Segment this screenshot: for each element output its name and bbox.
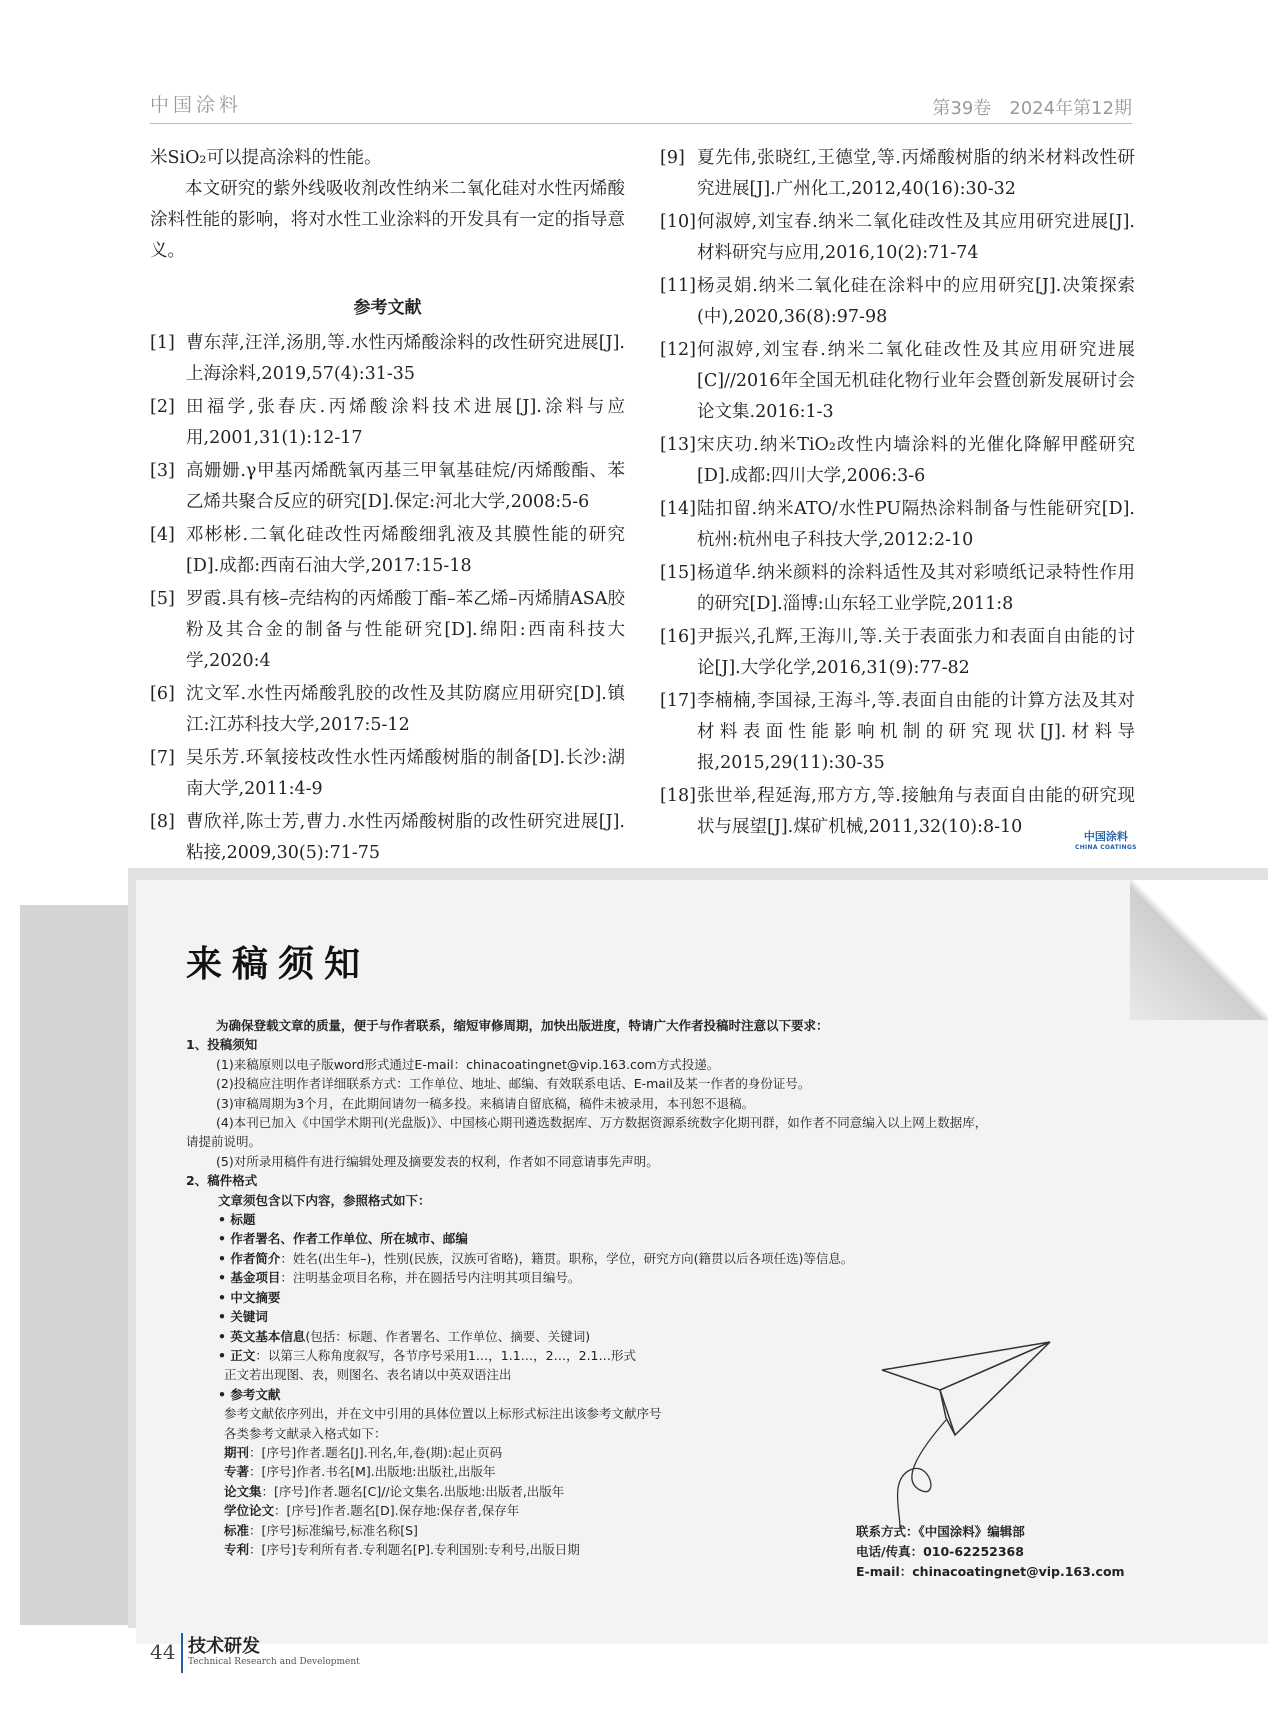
reference-number: [3]	[150, 461, 175, 481]
reference-item	[660, 494, 1135, 556]
format-bio-label: • 作者简介	[218, 1250, 281, 1266]
journal-name: 中国涂料	[150, 94, 243, 116]
format-refs-note-1: 参考文献依序列出，并在文中引用的具体位置以上标形式标注出该参考文献序号	[224, 1406, 662, 1422]
reference-text: 田福学,张春庆.丙烯酸涂料技术进展[J].涂料与应用,2001,31(1):12-17	[186, 397, 625, 448]
page-number: 44	[150, 1640, 176, 1664]
reference-text: 何淑婷,刘宝春.纳米二氧化硅改性及其应用研究进展[J].材料研究与应用,2016,10(2):71-74	[697, 212, 1135, 263]
reference-text: 曹欣祥,陈士芳,曹力.水性丙烯酸树脂的改性研究进展[J].粘接,2009,30(5):71-75	[186, 812, 625, 863]
reference-text: 邓彬彬.二氧化硅改性丙烯酸细乳液及其膜性能的研究[D].成都:西南石油大学,2017:15-18	[186, 525, 625, 576]
references-title: 参考文献	[353, 298, 422, 318]
reference-item	[660, 143, 1135, 205]
reference-format-label: 学位论文	[224, 1503, 275, 1519]
reference-item	[660, 558, 1135, 620]
footer-divider	[181, 1633, 183, 1673]
reference-text: 尹振兴,孔辉,王海川,等.关于表面张力和表面自由能的讨论[J].大学化学,2016,31(9):77-82	[697, 627, 1135, 678]
reference-item	[660, 335, 1135, 428]
notice-section-1-title: 1、投稿须知	[186, 1037, 258, 1053]
reference-item	[660, 686, 1135, 779]
reference-number: [5]	[150, 589, 175, 609]
reference-number: [8]	[150, 812, 175, 832]
reference-text: 高姗姗.γ甲基丙烯酰氧丙基三甲氧基硅烷/丙烯酸酯、苯乙烯共聚合反应的研究[D].保定:河北大学,2008:5-6	[186, 461, 625, 512]
reference-text: 杨灵娟.纳米二氧化硅在涂料中的应用研究[J].决策探索(中),2020,36(8):97-98	[697, 276, 1135, 327]
format-keywords: • 关键词	[218, 1309, 268, 1325]
reference-text: 沈文军.水性丙烯酸乳胶的改性及其防腐应用研究[D].镇江:江苏科技大学,2017:5-12	[186, 684, 625, 735]
reference-item	[150, 807, 625, 869]
reference-number: [12]	[660, 340, 696, 360]
reference-number: [1]	[150, 333, 175, 353]
reference-item	[660, 207, 1135, 269]
header-rule	[150, 123, 1132, 124]
contact-email: E-mail：chinacoatingnet@vip.163.com	[856, 1564, 1125, 1579]
reference-item	[660, 781, 1135, 843]
reference-text: 杨道华.纳米颜料的涂料适性及其对彩喷纸记录特性作用的研究[D].淄博:山东轻工业学院,2011:8	[697, 563, 1135, 614]
reference-number: [4]	[150, 525, 175, 545]
reference-number: [18]	[660, 786, 696, 806]
reference-format-text: ：[序号]作者.题名[J].刊名,年,卷(期):起止页码	[249, 1444, 503, 1460]
notice-item-4: (4)本刊已加入《中国学术期刊(光盘版)》、中国核心期刊遴选数据库、万方数据资源系统数字化期刊群，如作者不同意编入以上网上数据库，	[216, 1115, 988, 1131]
reference-format-label: 期刊	[224, 1444, 250, 1460]
reference-format-text: ：[序号]标准编号,标准名称[S]	[249, 1522, 418, 1538]
paper-plane-icon	[880, 1340, 1060, 1530]
reference-number: [9]	[660, 148, 685, 168]
references-left-list	[150, 328, 625, 869]
reference-text: 李楠楠,李国禄,王海斗,等.表面自由能的计算方法及其对材料表面性能影响机制的研究现状[J].材料导报,2015,29(11):30-35	[697, 691, 1135, 773]
format-body-text: ：以第三人称角度叙写，各节序号采用1…，1.1…，2…，2.1…形式	[255, 1347, 637, 1363]
reference-format-text: ：[序号]作者.题名[D].保存地:保存者,保存年	[274, 1503, 520, 1519]
reference-text: 何淑婷,刘宝春.纳米二氧化硅改性及其应用研究进展[C]//2016年全国无机硅化物行业年会暨创新发展研讨会论文集.2016:1-3	[697, 340, 1135, 422]
format-bio-text: ：姓名(出生年–)，性别(民族，汉族可省略)，籍贯。职称，学位，研究方向(籍贯以后各项任选)等信息。	[280, 1250, 854, 1266]
reference-item	[150, 584, 625, 677]
right-column	[660, 143, 1135, 845]
format-refs-note-2: 各类参考文献录入格式如下：	[224, 1425, 387, 1441]
notice-item-3: (3)审稿周期为3个月，在此期间请勿一稿多投。来稿请自留底稿，稿件未被录用，本刊恕不退稿。	[216, 1095, 755, 1111]
reference-item	[660, 622, 1135, 684]
references-right-list	[660, 143, 1135, 843]
reference-format-text: ：[序号]作者.书名[M].出版地:出版社,出版年	[249, 1464, 496, 1480]
notice-section-2-intro: 文章须包含以下内容，参照格式如下：	[218, 1192, 431, 1208]
journal-logo	[1075, 828, 1137, 851]
notice-item-5: (5)对所录用稿件有进行编辑处理及摘要发表的权利，作者如不同意请事先声明。	[216, 1153, 659, 1169]
reference-text: 曹东萍,汪洋,汤朋,等.水性丙烯酸涂料的改性研究进展[J].上海涂料,2019,57(4):31-35	[186, 333, 625, 384]
format-fund-text: ：注明基金项目名称，并在圆括号内注明其项目编号。	[280, 1270, 581, 1286]
contact-dept: 联系方式：《中国涂料》编辑部	[856, 1524, 1025, 1539]
reference-format-text: ：[序号]专利所有者.专利题名[P].专利国别:专利号,出版日期	[249, 1541, 580, 1557]
format-fund-label: • 基金项目	[218, 1270, 281, 1286]
reference-number: [17]	[660, 691, 696, 711]
contact-phone: 电话/传真：010-62252368	[856, 1544, 1024, 1559]
format-author: • 作者署名、作者工作单位、所在城市、邮编	[218, 1231, 468, 1247]
footer-section-en: Technical Research and Development	[188, 1657, 360, 1667]
format-fund	[186, 1268, 1176, 1287]
format-english-text: (包括：标题、作者署名、工作单位、摘要、关键词)	[305, 1328, 591, 1344]
notice-item-1: (1)来稿原则以电子版word形式通过E-mail：chinacoatingnet@vip.163.com方式投递。	[216, 1056, 720, 1072]
reference-item	[150, 456, 625, 518]
issue-info: 第39卷 2024年第12期	[932, 98, 1132, 119]
reference-text: 夏先伟,张晓红,王德堂,等.丙烯酸树脂的纳米材料改性研究进展[J].广州化工,2012,40(16):30-32	[697, 148, 1135, 199]
reference-number: [7]	[150, 748, 175, 768]
reference-format-label: 标准	[224, 1522, 250, 1538]
reference-text: 罗霞.具有核–壳结构的丙烯酸丁酯–苯乙烯–丙烯腈ASA胶粉及其合金的制备与性能研究[D].绵阳:西南科技大学,2020:4	[186, 589, 625, 671]
format-body-note: 正文若出现图、表，则图名、表名请以中英双语注出	[224, 1367, 512, 1383]
reference-number: [11]	[660, 276, 696, 296]
reference-format-label: 专利	[224, 1541, 250, 1557]
reference-text: 陆扣留.纳米ATO/水性PU隔热涂料制备与性能研究[D].杭州:杭州电子科技大学,2012:2-10	[697, 499, 1135, 550]
reference-text: 吴乐芳.环氧接枝改性水性丙烯酸树脂的制备[D].长沙:湖南大学,2011:4-9	[186, 748, 625, 799]
intro-paragraph-2: 本文研究的紫外线吸收剂改性纳米二氧化硅对水性丙烯酸涂料性能的影响，将对水性工业涂料的开发具有一定的指导意义。	[150, 179, 625, 261]
reference-item	[660, 271, 1135, 333]
page-curl	[1130, 880, 1268, 1020]
contact-block	[856, 1522, 1125, 1582]
reference-text: 宋庆功.纳米TiO₂改性内墙涂料的光催化降解甲醛研究[D].成都:四川大学,2006:3-6	[697, 435, 1135, 486]
reference-item	[150, 328, 625, 390]
reference-number: [15]	[660, 563, 696, 583]
reference-number: [14]	[660, 499, 696, 519]
format-title: • 标题	[218, 1212, 256, 1228]
reference-item	[150, 520, 625, 582]
reference-number: [13]	[660, 435, 696, 455]
logo-cn: 中国涂料	[1083, 830, 1128, 843]
reference-number: [16]	[660, 627, 696, 647]
format-refs: • 参考文献	[218, 1386, 281, 1402]
reference-item	[150, 679, 625, 741]
notice-title: 来稿须知	[186, 944, 371, 985]
reference-format-label: 专著	[224, 1464, 250, 1480]
reference-number: [6]	[150, 684, 175, 704]
notice-intro: 为确保登载文章的质量，便于与作者联系，缩短审修周期，加快出版进度，特请广大作者投稿时注意以下要求：	[216, 1018, 829, 1033]
logo-en: CHINA COATINGS	[1075, 844, 1137, 851]
format-english-label: • 英文基本信息	[218, 1328, 306, 1344]
reference-format-text: ：[序号]作者.题名[C]//论文集名.出版地:出版者,出版年	[261, 1483, 565, 1499]
notice-item-2: (2)投稿应注明作者详细联系方式：工作单位、地址、邮编、有效联系电话、E-mail及某一作者的身份证号。	[216, 1076, 811, 1092]
reference-number: [10]	[660, 212, 696, 232]
reference-text: 张世举,程延海,邢方方,等.接触角与表面自由能的研究现状与展望[J].煤矿机械,2011,32(10):8-10	[697, 786, 1135, 837]
format-body-label: • 正文	[218, 1347, 256, 1363]
footer-section-cn: 技术研发	[188, 1636, 260, 1657]
format-abstract: • 中文摘要	[218, 1289, 281, 1305]
reference-format-label: 论文集	[224, 1483, 262, 1499]
reference-item	[660, 430, 1135, 492]
reference-item	[150, 743, 625, 805]
intro-paragraph-1: 米SiO₂可以提高涂料的性能。	[150, 148, 382, 168]
notice-item-4-cont: 请提前说明。	[186, 1134, 262, 1150]
notice-section-2-title: 2、稿件格式	[186, 1173, 258, 1189]
reference-item	[150, 392, 625, 454]
format-bio	[186, 1249, 1176, 1268]
reference-number: [2]	[150, 397, 175, 417]
left-column	[150, 143, 625, 871]
